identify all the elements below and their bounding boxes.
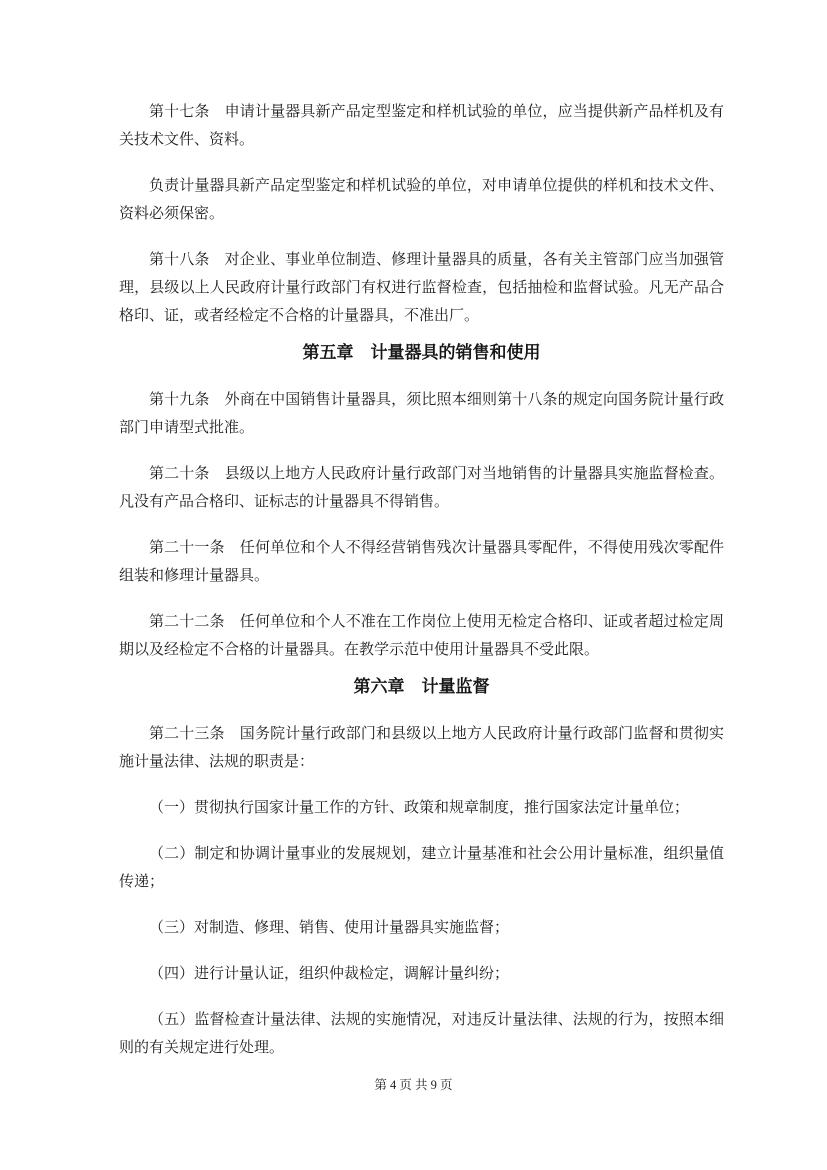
article-22-paragraph: 第二十二条 任何单位和个人不准在工作岗位上使用无检定合格印、证或者超过检定周期以及经检定不合格的计量器具。在教学示范中使用计量器具不受此限。: [119, 614, 724, 658]
chapter-5-heading: 第五章 计量器具的销售和使用: [302, 343, 541, 362]
article-17-paragraph: 第十七条 申请计量器具新产品定型鉴定和样机试验的单位，应当提供新产品样机及有关技术文件、资料。: [119, 104, 724, 148]
page-number-footer: 第 4 页 共 9 页: [374, 1078, 453, 1092]
article-19-paragraph: 第十九条 外商在中国销售计量器具，须比照本细则第十八条的规定向国务院计量行政部门申请型式批准。: [119, 392, 724, 436]
article-18-paragraph: 第十八条 对企业、事业单位制造、修理计量器具的质量，各有关主管部门应当加强管理，县级以上人民政府计量行政部门有权进行监督检查，包括抽检和监督试验。凡无产品合格印、证，或者经检定不合格的计量器具，不准出厂。: [119, 252, 724, 324]
article-23-item-3-paragraph: （三）对制造、修理、销售、使用计量器具实施监督；: [149, 920, 510, 936]
article-23-item-4-paragraph: （四）进行计量认证，组织仲裁检定，调解计量纠纷；: [149, 966, 510, 982]
article-23-item-5-paragraph: （五）监督检查计量法律、法规的实施情况，对违反计量法律、法规的行为，按照本细则的有关规定进行处理。: [119, 1012, 724, 1056]
article-23-paragraph: 第二十三条 国务院计量行政部门和县级以上地方人民政府计量行政部门监督和贯彻实施计量法律、法规的职责是：: [119, 726, 724, 770]
article-21-paragraph: 第二十一条 任何单位和个人不得经营销售残次计量器具零配件，不得使用残次零配件组装和修理计量器具。: [119, 540, 724, 584]
article-20-paragraph: 第二十条 县级以上地方人民政府计量行政部门对当地销售的计量器具实施监督检查。凡没有产品合格印、证标志的计量器具不得销售。: [119, 466, 724, 510]
article-23-item-2-paragraph: （二）制定和协调计量事业的发展规划，建立计量基准和社会公用计量标准，组织量值传递；: [119, 846, 724, 890]
chapter-6-heading: 第六章 计量监督: [353, 677, 490, 696]
article-17-secrecy-paragraph: 负责计量器具新产品定型鉴定和样机试验的单位，对申请单位提供的样机和技术文件、资料必须保密。: [119, 178, 724, 222]
article-23-item-1-paragraph: （一）贯彻执行国家计量工作的方针、政策和规章制度，推行国家法定计量单位；: [149, 800, 690, 816]
document-body: [119, 98, 724, 1080]
